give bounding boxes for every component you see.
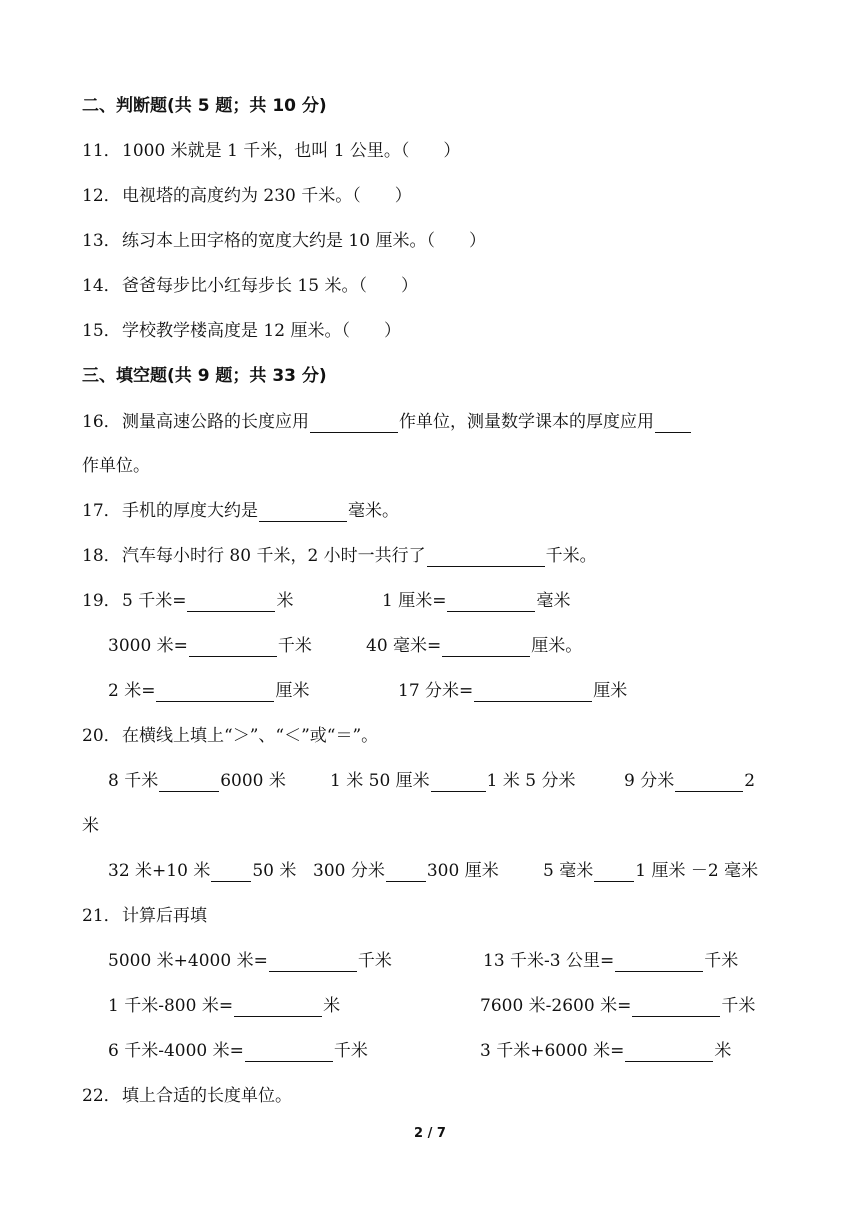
unit-label: 千米 bbox=[333, 1041, 368, 1061]
section-3-title: 三、填空题(共 9 题；共 33 分) bbox=[82, 366, 327, 386]
question-number: 11． bbox=[82, 141, 121, 161]
answer-blank[interactable] bbox=[427, 548, 545, 567]
question-text: 2 米= bbox=[108, 681, 156, 701]
answer-blank[interactable] bbox=[156, 683, 274, 702]
unit-label: 千米 bbox=[704, 951, 739, 971]
question-text: 千米。 bbox=[545, 546, 597, 566]
calc-expression: 13 千米-3 公里= bbox=[483, 951, 615, 971]
question-17 bbox=[82, 500, 399, 522]
question-text: 5 千米= bbox=[122, 591, 187, 611]
answer-blank[interactable] bbox=[187, 593, 275, 612]
question-text: 毫米。 bbox=[348, 501, 399, 521]
compare-right: 1 米 5 分米 bbox=[486, 771, 576, 791]
compare-right: 300 厘米 bbox=[426, 861, 499, 881]
compare-left: 9 分米 bbox=[624, 771, 675, 791]
compare-item-3 bbox=[624, 770, 755, 792]
answer-blank[interactable] bbox=[615, 953, 703, 972]
compare-left: 32 米+10 米 bbox=[108, 861, 211, 881]
unit-label: 千米 bbox=[357, 951, 392, 971]
compare-item-6 bbox=[543, 860, 758, 882]
compare-left: 300 分米 bbox=[313, 861, 385, 881]
question-19-row-1-right bbox=[382, 590, 570, 612]
question-text: 作单位，测量数学课本的厚度应用 bbox=[399, 412, 654, 432]
answer-blank[interactable] bbox=[625, 1043, 713, 1062]
answer-blank[interactable] bbox=[474, 683, 592, 702]
unit-label: 厘米 bbox=[275, 681, 310, 701]
answer-blank[interactable] bbox=[442, 638, 530, 657]
question-number: 13． bbox=[82, 231, 121, 251]
question-text: 计算后再填 bbox=[122, 906, 207, 926]
answer-blank[interactable] bbox=[259, 503, 347, 522]
compare-item-5 bbox=[313, 860, 499, 882]
question-16-continued: 作单位。 bbox=[82, 456, 150, 476]
question-number: 15． bbox=[82, 321, 121, 341]
compare-item-4 bbox=[108, 860, 296, 882]
calc-item-4 bbox=[480, 995, 755, 1017]
question-text: 测量高速公路的长度应用 bbox=[122, 412, 309, 432]
compare-left: 5 毫米 bbox=[543, 861, 594, 881]
question-text: 学校教学楼高度是 12 厘米。（ ） bbox=[122, 321, 401, 341]
answer-blank[interactable] bbox=[189, 638, 277, 657]
answer-blank[interactable] bbox=[159, 773, 219, 792]
calc-expression: 1 千米-800 米= bbox=[108, 996, 234, 1016]
question-text: 填上合适的长度单位。 bbox=[122, 1086, 292, 1106]
unit-label: 米 bbox=[714, 1041, 732, 1061]
calc-item-2 bbox=[483, 950, 738, 972]
question-12 bbox=[82, 185, 412, 207]
answer-blank[interactable] bbox=[234, 998, 322, 1017]
question-text: 1 厘米= bbox=[382, 591, 447, 611]
unit-label: 米 bbox=[276, 591, 294, 611]
compare-item-2 bbox=[330, 770, 576, 792]
unit-label: 毫米 bbox=[536, 591, 571, 611]
question-14 bbox=[82, 275, 418, 297]
answer-blank[interactable] bbox=[594, 863, 634, 882]
question-text: 练习本上田字格的宽度大约是 10 厘米。（ ） bbox=[122, 231, 486, 251]
question-text: 在横线上填上“＞”、“＜”或“＝”。 bbox=[122, 726, 379, 746]
question-text: 电视塔的高度约为 230 千米。（ ） bbox=[122, 186, 412, 206]
calc-item-3 bbox=[108, 995, 340, 1017]
question-number: 20． bbox=[82, 726, 121, 746]
unit-label: 千米 bbox=[277, 636, 312, 656]
question-number: 16． bbox=[82, 412, 121, 432]
compare-right: 1 厘米 －2 毫米 bbox=[635, 861, 759, 881]
calc-expression: 5000 米+4000 米= bbox=[108, 951, 268, 971]
compare-left: 1 米 50 厘米 bbox=[330, 771, 430, 791]
page-number: 2 / 7 bbox=[414, 1126, 446, 1141]
compare-right: 50 米 bbox=[252, 861, 297, 881]
question-text: 手机的厚度大约是 bbox=[122, 501, 258, 521]
calc-item-1 bbox=[108, 950, 392, 972]
calc-item-6 bbox=[480, 1040, 731, 1062]
question-text: 3000 米= bbox=[108, 636, 188, 656]
answer-blank[interactable] bbox=[447, 593, 535, 612]
compare-item-1 bbox=[108, 770, 286, 792]
calc-expression: 6 千米-4000 米= bbox=[108, 1041, 244, 1061]
question-number: 22． bbox=[82, 1086, 121, 1106]
question-22 bbox=[82, 1085, 292, 1107]
answer-blank[interactable] bbox=[245, 1043, 333, 1062]
calc-item-5 bbox=[108, 1040, 368, 1062]
question-number: 14． bbox=[82, 276, 121, 296]
question-19-row-2-right bbox=[366, 635, 582, 657]
answer-blank[interactable] bbox=[211, 863, 251, 882]
compare-left: 8 千米 bbox=[108, 771, 159, 791]
question-text: 40 毫米= bbox=[366, 636, 442, 656]
question-19-row-2-left bbox=[108, 635, 312, 657]
answer-blank[interactable] bbox=[675, 773, 743, 792]
answer-blank[interactable] bbox=[431, 773, 486, 792]
question-11 bbox=[82, 140, 460, 162]
question-text: 爸爸每步比小红每步长 15 米。（ ） bbox=[122, 276, 418, 296]
answer-blank[interactable] bbox=[386, 863, 426, 882]
unit-label: 千米 bbox=[721, 996, 756, 1016]
question-number: 12． bbox=[82, 186, 121, 206]
calc-expression: 7600 米-2600 米= bbox=[480, 996, 632, 1016]
unit-label: 米 bbox=[323, 996, 341, 1016]
question-19-row-1-left bbox=[82, 590, 293, 612]
answer-blank[interactable] bbox=[632, 998, 720, 1017]
question-number: 21． bbox=[82, 906, 121, 926]
question-text: 17 分米= bbox=[398, 681, 474, 701]
question-number: 17． bbox=[82, 501, 121, 521]
compare-item-3-wrap: 米 bbox=[82, 816, 99, 836]
compare-right: 2 bbox=[744, 771, 756, 791]
question-18 bbox=[82, 545, 597, 567]
question-19-row-3-right bbox=[398, 680, 627, 702]
answer-blank[interactable] bbox=[269, 953, 357, 972]
question-16 bbox=[82, 411, 692, 433]
question-19-row-3-left bbox=[108, 680, 309, 702]
question-text: 汽车每小时行 80 千米，2 小时一共行了 bbox=[122, 546, 426, 566]
question-15 bbox=[82, 320, 401, 342]
calc-expression: 3 千米+6000 米= bbox=[480, 1041, 625, 1061]
question-number: 19． bbox=[82, 591, 121, 611]
answer-blank[interactable] bbox=[310, 414, 398, 433]
question-13 bbox=[82, 230, 486, 252]
question-21 bbox=[82, 905, 207, 927]
compare-right: 6000 米 bbox=[220, 771, 286, 791]
question-20 bbox=[82, 725, 378, 747]
unit-label: 厘米。 bbox=[531, 636, 583, 656]
question-number: 18． bbox=[82, 546, 121, 566]
question-text: 1000 米就是 1 千米，也叫 1 公里。（ ） bbox=[122, 141, 461, 161]
section-2-title: 二、判断题(共 5 题；共 10 分) bbox=[82, 96, 327, 116]
answer-blank[interactable] bbox=[655, 414, 691, 433]
unit-label: 厘米 bbox=[593, 681, 628, 701]
